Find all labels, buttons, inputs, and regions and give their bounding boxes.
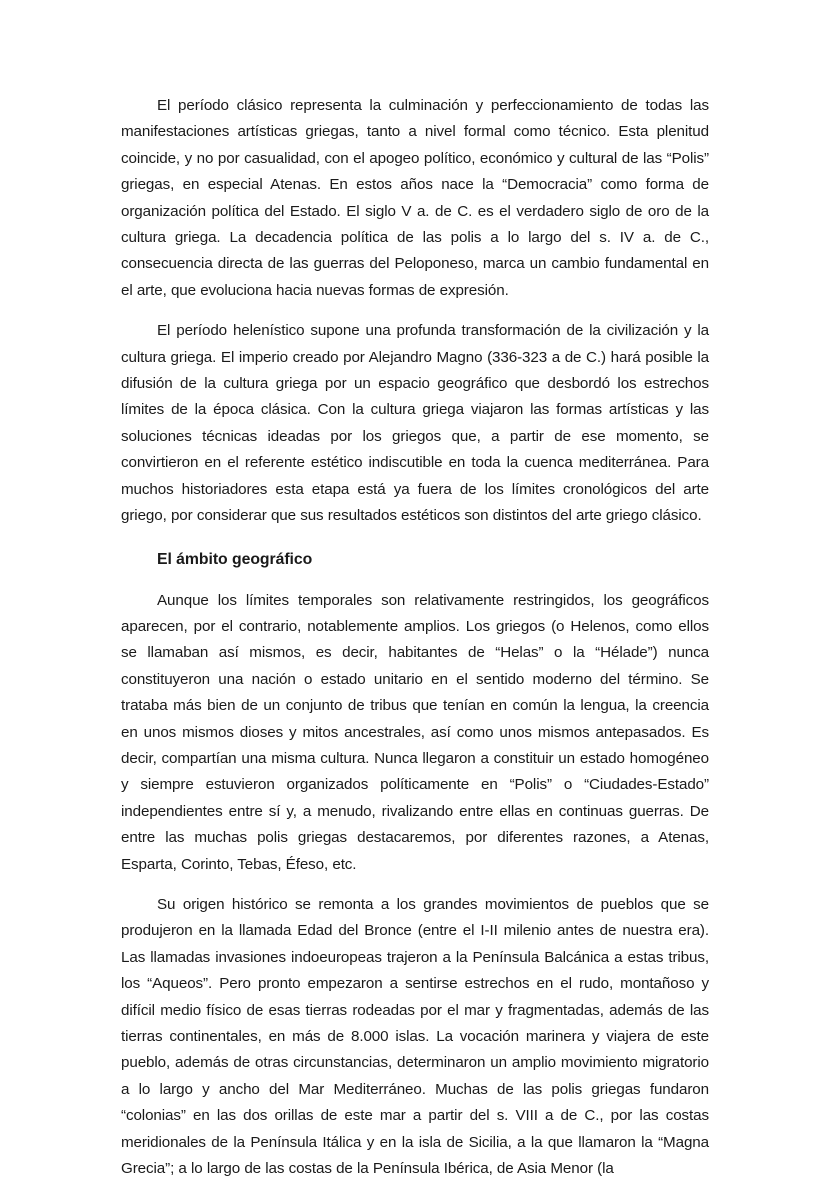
paragraph-periodo-clasico: El período clásico representa la culminación y perfeccionamiento de todas las manifestaciones artísticas griegas, tanto a nivel formal como técnico. Esta plenitud coincide, y no por casualidad, con el apogeo político, económico y cultural de las “Polis” griegas, en especial Atenas. En estos años nace la “Democracia” como forma de organización política del Estado. El siglo V a. de C. es el verdadero siglo de oro de la cultura griega. La decadencia política de las polis a lo largo del s. IV a. de C., consecuencia directa de las guerras del Peloponeso, marca un cambio fundamental en el arte, que evoluciona hacia nuevas formas de expresión. [121, 97, 709, 299]
document-text-column [121, 93, 709, 1182]
section-heading-ambito-geografico: El ámbito geográfico [157, 550, 313, 568]
paragraph-origen-historico: Su origen histórico se remonta a los grandes movimientos de pueblos que se produjeron en la llamada Edad del Bronce (entre el I-II milenio antes de nuestra era). Las llamadas invasiones indoeuropeas trajeron a la Península Balcánica a estas tribus, los “Aqueos”. Pero pronto empezaron a sentirse estrechos en el rudo, montañoso y difícil medio físico de esas tierras rodeadas por el mar y fragmentadas, además de las tierras continentales, en más de 8.000 islas. La vocación marinera y viajera de este pueblo, además de otras circunstancias, determinaron un amplio movimiento migratorio a lo largo y ancho del Mar Mediterráneo. Muchas de las polis griegas fundaron “colonias” en las dos orillas de este mar a partir del s. VIII a de C., por las costas meridionales de la Península Itálica y en la isla de Sicilia, a la que llamaron la “Magna Grecia”; a lo largo de las costas de la Península Ibérica, de Asia Menor (la [121, 895, 709, 1178]
paragraph-limites-temporales: Aunque los límites temporales son relativamente restringidos, los geográficos aparecen, por el contrario, notablemente amplios. Los griegos (o Helenos, como ellos se llamaban así mismos, es decir, habitantes de “Helas” o la “Hélade”) nunca constituyeron una nación o estado unitario en el sentido moderno del término. Se trataba más bien de un conjunto de tribus que tenían en común la lengua, la creencia en unos mismos dioses y mitos ancestrales, así como unos mismos antepasados. Es decir, compartían una misma cultura. Nunca llegaron a constituir un estado homogéneo y siempre estuvieron organizados políticamente en “Polis” o “Ciudades-Estado” independientes entre sí y, a menudo, rivalizando entre ellas en continuas guerras. De entre las muchas polis griegas destacaremos, por diferentes razones, a Atenas, Esparta, Corinto, Tebas, Éfeso, etc. [121, 591, 709, 873]
paragraph-periodo-helenistico: El período helenístico supone una profunda transformación de la civilización y la cultura griega. El imperio creado por Alejandro Magno (336-323 a de C.) hará posible la difusión de la cultura griega por un espacio geográfico que desbordó los estrechos límites de la época clásica. Con la cultura griega viajaron las formas artísticas y las soluciones técnicas ideadas por los griegos que, a partir de ese momento, se convirtieron en el referente estético indiscutible en toda la cuenca mediterránea. Para muchos historiadores esta etapa está ya fuera de los límites cronológicos del arte griego, por considerar que sus resultados estéticos son distintos del arte griego clásico. [121, 322, 709, 525]
